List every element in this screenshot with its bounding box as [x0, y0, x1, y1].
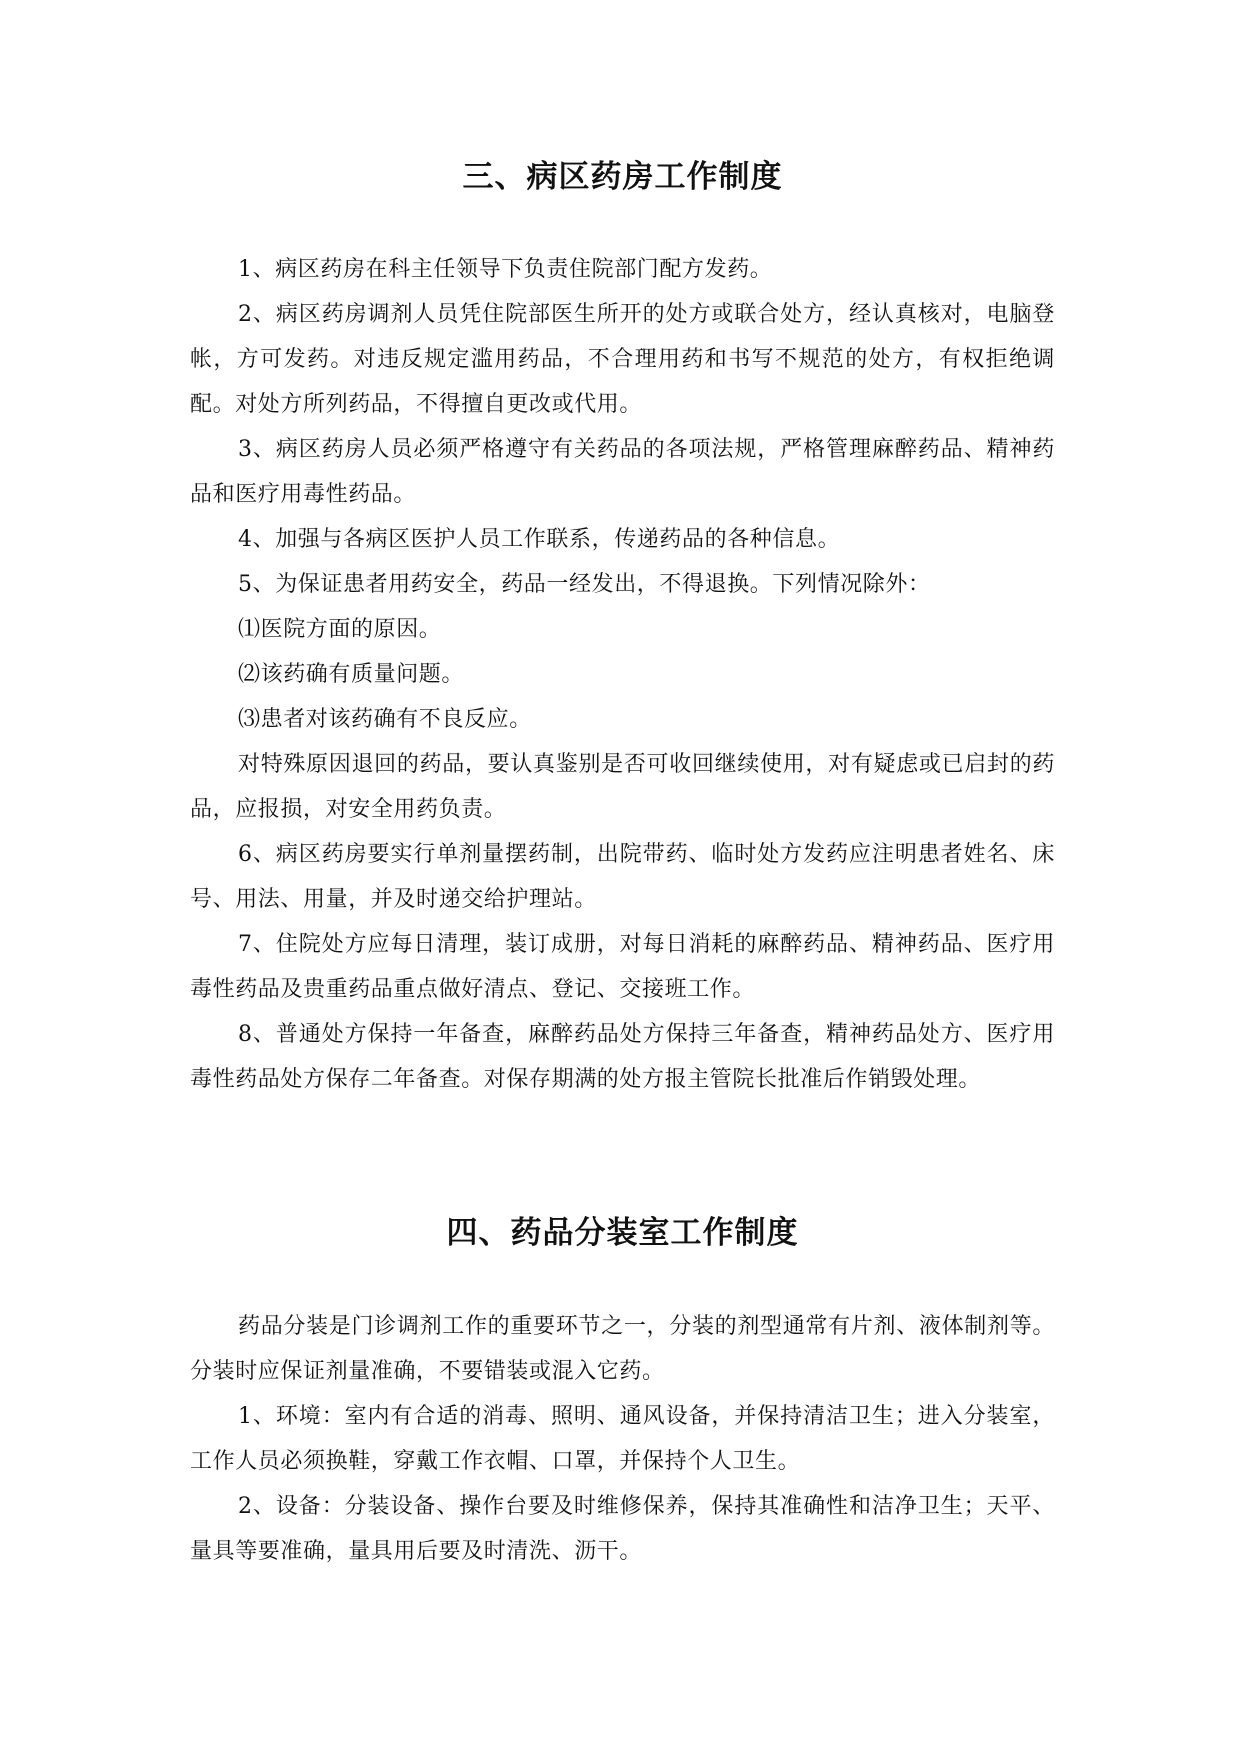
paragraph: 5、为保证患者用药安全，药品一经发出，不得退换。下列情况除外： — [238, 572, 931, 597]
section-4-body — [190, 1304, 1055, 1574]
section-3-body — [190, 247, 1055, 1102]
section-4-title: 四、药品分装室工作制度 — [446, 1215, 799, 1251]
paragraph: 4、加强与各病区医护人员工作联系，传递药品的各种信息。 — [238, 527, 841, 552]
paragraph: 对特殊原因退回的药品，要认真鉴别是否可收回继续使用，对有疑虑或已启封的药品，应报损，对安全用药负责。 — [190, 752, 1055, 822]
section-3-header — [190, 157, 1055, 197]
paragraph: 2、设备：分装设备、操作台要及时维修保养，保持其准确性和洁净卫生；天平、量具等要准确，量具用后要及时清洗、沥干。 — [190, 1494, 1055, 1564]
paragraph: 3、病区药房人员必须严格遵守有关药品的各项法规，严格管理麻醉药品、精神药品和医疗用毒性药品。 — [190, 437, 1055, 507]
paragraph: 1、环境：室内有合适的消毒、照明、通风设备，并保持清洁卫生；进入分装室，工作人员必须换鞋，穿戴工作衣帽、口罩，并保持个人卫生。 — [190, 1404, 1055, 1474]
section-3-title: 三、病区药房工作制度 — [462, 159, 783, 195]
paragraph: 8、普通处方保持一年备查，麻醉药品处方保持三年备查，精神药品处方、医疗用毒性药品处方保存二年备查。对保存期满的处方报主管院长批准后作销毁处理。 — [190, 1022, 1055, 1092]
list-item: ⑴医院方面的原因。 — [238, 617, 442, 642]
paragraph: 药品分装是门诊调剂工作的重要环节之一，分装的剂型通常有片剂、液体制剂等。分装时应保证剂量准确，不要错装或混入它药。 — [190, 1314, 1055, 1384]
paragraph: 2、病区药房调剂人员凭住院部医生所开的处方或联合处方，经认真核对，电脑登帐，方可发药。对违反规定滥用药品，不合理用药和书写不规范的处方，有权拒绝调配。对处方所列药品，不得擅自更改或代用。 — [190, 302, 1055, 417]
list-item: ⑶患者对该药确有不良反应。 — [238, 707, 532, 732]
paragraph: 6、病区药房要实行单剂量摆药制，出院带药、临时处方发药应注明患者姓名、床号、用法、用量，并及时递交给护理站。 — [190, 842, 1055, 912]
paragraph: 1、病区药房在科主任领导下负责住院部门配方发药。 — [238, 257, 773, 282]
list-item: ⑵该药确有质量问题。 — [238, 662, 465, 687]
paragraph: 7、住院处方应每日清理，装订成册，对每日消耗的麻醉药品、精神药品、医疗用毒性药品及贵重药品重点做好清点、登记、交接班工作。 — [190, 932, 1055, 1002]
section-4-header — [190, 1213, 1055, 1253]
